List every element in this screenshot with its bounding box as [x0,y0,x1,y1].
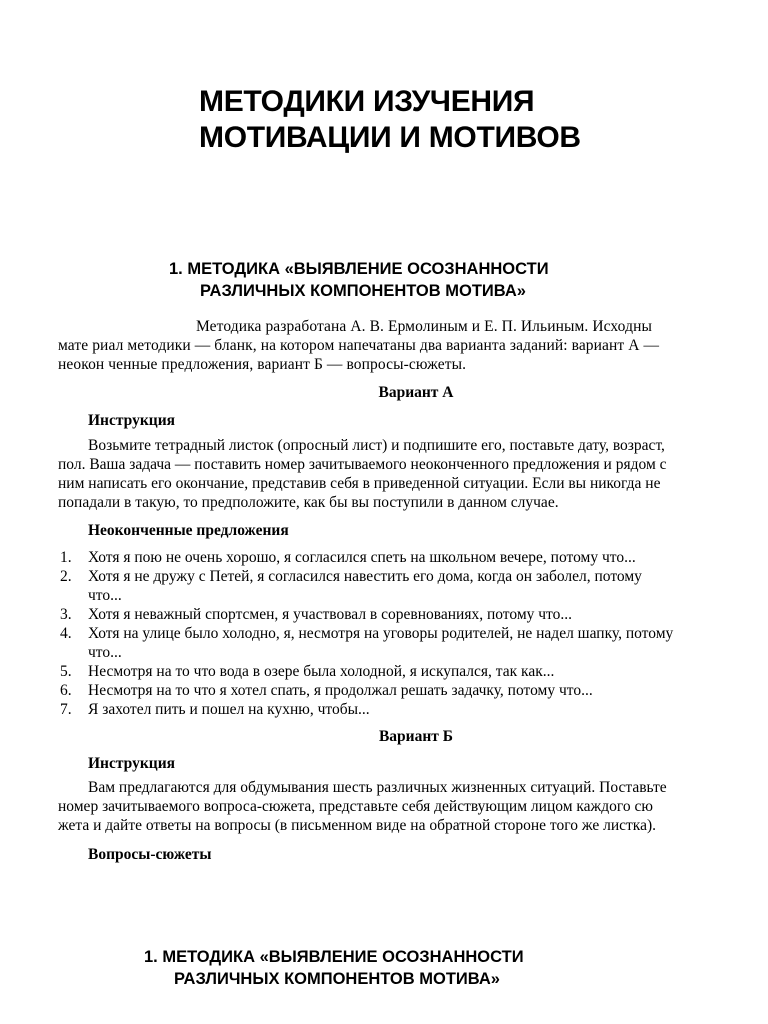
variant-b-instruction-paragraph [58,778,768,835]
variant-a-heading: Вариант А [378,384,454,401]
list-item-continuation: что... [88,644,122,661]
variant-b-instruction-heading: Инструкция [88,755,176,772]
incomplete-sentences-list [58,548,768,719]
list-item [58,605,768,624]
instruction-line: пол. Ваша задача — поставить номер зачитываемого неоконченного предложения и рядом с [58,456,667,473]
list-item-number: 5. [60,663,72,680]
instruction-line: Возьмите тетрадный листок (опросный лист) и подпишите его, поставьте дату, возраст, [88,437,665,454]
list-item [58,567,768,605]
list-item [58,662,768,681]
instruction-line: Вам предлагаются для обдумывания шесть различных жизненных ситуаций. Поставьте [88,779,667,796]
list-item [58,548,768,567]
list-item-continuation: что... [88,587,122,604]
list-item-text: Хотя я пою не очень хорошо, я согласился спеть на школьном вечере, потому что... [88,549,636,566]
list-item-number: 1. [60,549,72,566]
list-item-text: Несмотря на то что вода в озере была холодной, я искупался, так как... [88,663,555,680]
footer-heading-line-1: 1. МЕТОДИКА «ВЫЯВЛЕНИЕ ОСОЗНАННОСТИ [144,948,524,966]
instruction-line: жета и дайте ответы на вопросы (в письменном виде на обратной стороне того же листка). [58,817,656,834]
instruction-line: номер зачитываемого вопроса-сюжета, представьте себя действующим лицом каждого сю [58,798,653,815]
variant-a-instruction-paragraph [58,436,768,512]
list-item-text: Хотя на улице было холодно, я, несмотря на уговоры родителей, не надел шапку, потому [88,625,674,642]
section-heading [0,258,768,302]
document-title [199,84,581,156]
list-item [58,700,768,719]
footer-section-heading [0,946,768,990]
list-item-text: Несмотря на то что я хотел спать, я продолжал решать задачку, потому что... [88,682,593,699]
document-title-line-1: МЕТОДИКИ ИЗУЧЕНИЯ [199,85,535,118]
list-item-number: 4. [60,625,72,642]
instruction-line: попадали в такую, то предположите, как бы вы поступили в данном случае. [58,494,559,511]
section-heading-line-1: 1. МЕТОДИКА «ВЫЯВЛЕНИЕ ОСОЗНАННОСТИ [169,260,549,278]
intro-line: Методика разработана А. В. Ермолиным и Е. П. Ильиным. Исходны [196,318,652,335]
list-item [58,681,768,700]
document-title-line-2: МОТИВАЦИИ И МОТИВОВ [199,121,581,154]
list-item [58,624,768,662]
list-item-number: 6. [60,682,72,699]
intro-line: мате риал методики — бланк, на котором напечатаны два варианта заданий: вариант А — [58,337,660,354]
list-item-number: 3. [60,606,72,623]
list-item-text: Я захотел пить и пошел на кухню, чтобы... [88,701,370,718]
incomplete-sentences-heading: Неоконченные предложения [88,522,289,539]
intro-line: неокон ченные предложения, вариант Б — вопросы-сюжеты. [58,356,467,373]
instruction-line: ним написать его окончание, представив себя в приведенной ситуации. Если вы никогда не [58,475,661,492]
variant-b-heading: Вариант Б [378,728,454,745]
list-item-number: 7. [60,701,72,718]
plot-questions-heading: Вопросы-сюжеты [88,846,212,863]
footer-heading-line-2: РАЗЛИЧНЫХ КОМПОНЕНТОВ МОТИВА» [174,970,500,988]
intro-paragraph [58,317,768,374]
list-item-text: Хотя я не дружу с Петей, я согласился навестить его дома, когда он заболел, потому [88,568,642,585]
list-item-text: Хотя я неважный спортсмен, я участвовал в соревнованиях, потому что... [88,606,572,623]
variant-a-instruction-heading: Инструкция [88,412,176,429]
section-heading-line-2: РАЗЛИЧНЫХ КОМПОНЕНТОВ МОТИВА» [200,282,526,300]
list-item-number: 2. [60,568,72,585]
